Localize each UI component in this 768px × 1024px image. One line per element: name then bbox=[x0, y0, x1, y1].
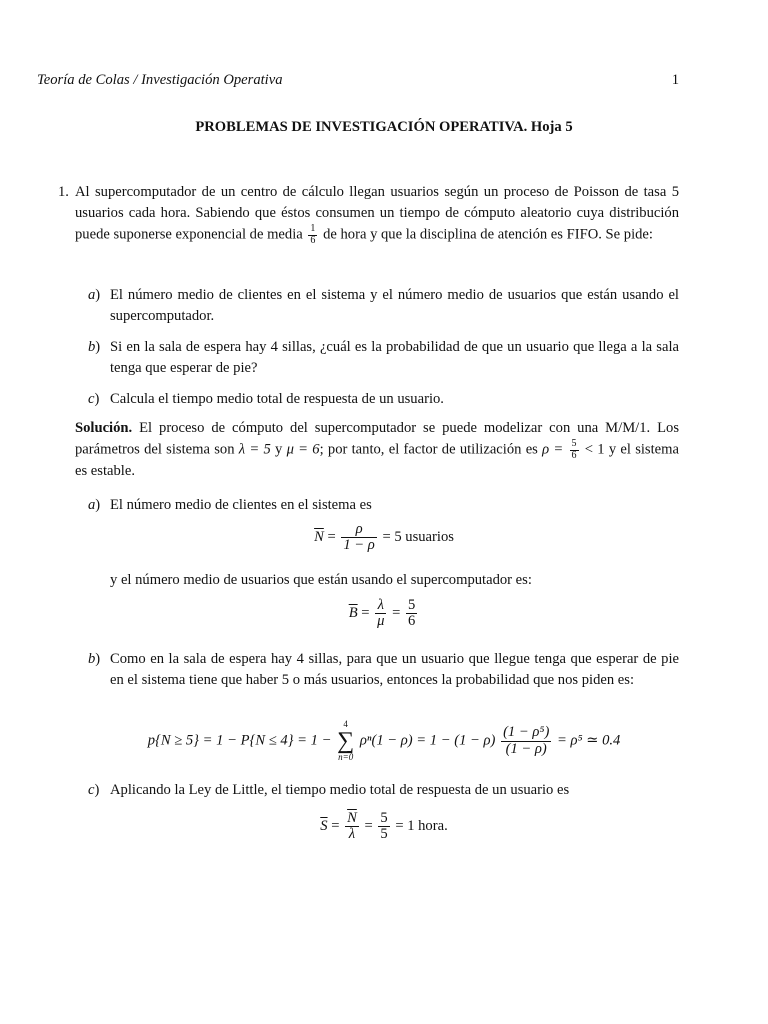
summation-symbol: 4 ∑ n=0 bbox=[337, 719, 355, 762]
page-title: PROBLEMAS DE INVESTIGACIÓN OPERATIVA. Hoja 5 bbox=[195, 119, 573, 135]
part-a-mid-text: y el número medio de usuarios que están usando el supercomputador es: bbox=[110, 572, 532, 588]
solution-paragraph: Solución. El proceso de cómputo del supercomputador se puede modelizar con una M/M/1. Los parámetros del sistema son λ = 5 y μ = 6; por tanto, el factor de utilización es ρ = $\frac{5}{6}$ < 1 y el sistema es estable. bbox=[75, 420, 679, 479]
page-number: 1 bbox=[671, 72, 679, 88]
running-header bbox=[37, 70, 679, 91]
question-item-b: b) Si en la sala de espera hay 4 sillas, ¿cuál es la probabilidad de que un usuario que llega a la sala tenga que esperar de pie? bbox=[88, 339, 679, 376]
fraction-five-sixths: $\frac{5}{6}$ bbox=[571, 438, 577, 461]
part-b-text: b) Como en la sala de espera hay 4 sillas, para que un usuario que llegue tenga que esperar de pie en el sistema tiene que haber 5 o más usuarios, entonces la probabilidad que nos piden es: bbox=[88, 651, 679, 688]
equation-mean-busy: $\overline{B}$ = $\frac{\lambda}{\mu}$ = $\frac{5}{6}$ bbox=[348, 597, 416, 630]
question-item-a: a) El número medio de clientes en el sistema y el número medio de usuarios que están usando el supercomputador. bbox=[88, 287, 679, 324]
problem-statement bbox=[58, 182, 679, 246]
equation-mean-customers: $\overline{N}$ = $\frac{\rho}{1 - \rho}$ = 5 usuarios bbox=[314, 521, 454, 554]
solution-label: Solución. bbox=[75, 420, 133, 436]
problem-text-b: de hora y que la disciplina de atención es FIFO. Se pide: bbox=[323, 226, 653, 243]
problem-text-a: Al supercomputador de un centro de cálculo llegan usuarios según un proceso de Poisson de tasa 5 usuarios cada hora. Sabiendo que éstos consumen un tiempo de cómputo aleatorio cuya distribución puede suponerse exponencial de media bbox=[75, 184, 679, 243]
equation-response-time: $\overline{S}$ = $\frac{\overline{N}}{\lambda}$ = $\frac{5}{5}$ = 1 hora. bbox=[320, 810, 448, 843]
problem-number: 1. bbox=[58, 184, 69, 200]
question-item-c: c) Calcula el tiempo medio total de respuesta de un usuario. bbox=[88, 391, 444, 407]
equation-wait-probability: p{N ≥ 5} = 1 − P{N ≤ 4} = 1 − 4 ∑ n=0 ρⁿ(1 − ρ) = 1 − (1 − ρ) $\frac{\text{(1 − ρ⁵)}}{(1 - \rho)}$ = ρ⁵ ≃ 0.4 bbox=[147, 719, 621, 762]
fraction-one-sixth: $\frac{1}{6}$ bbox=[310, 223, 316, 246]
part-a-intro: a) El número medio de clientes en el sistema es bbox=[88, 497, 372, 513]
part-c-text: c) Aplicando la Ley de Little, el tiempo medio total de respuesta de un usuario es bbox=[88, 782, 570, 798]
question-list bbox=[88, 285, 679, 420]
header-title: Teoría de Colas / Investigación Operativa bbox=[37, 72, 283, 88]
